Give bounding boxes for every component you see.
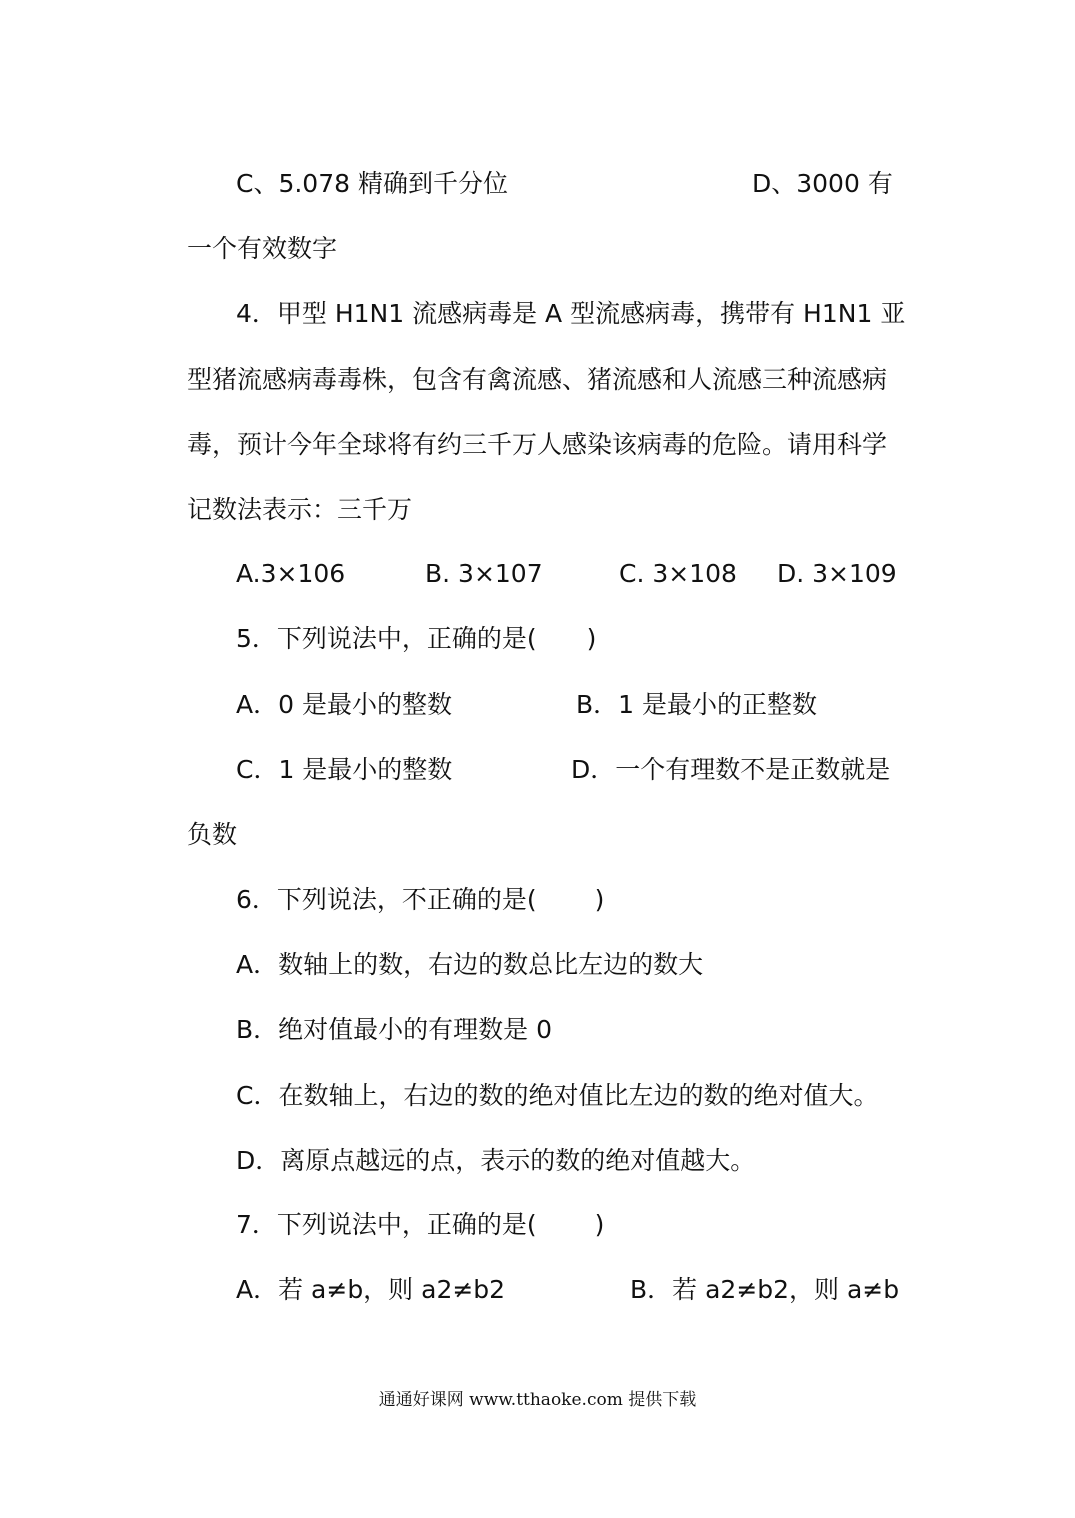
q5-option-d: D．一个有理数不是正数就是 (571, 755, 891, 784)
q5-option-d-continued: 负数 (187, 820, 238, 849)
q5-option-a: A．0 是最小的整数 (236, 690, 452, 719)
q6-stem: 6．下列说法，不正确的是( ) (236, 885, 605, 914)
q4-option-d: D. 3×109 (777, 559, 897, 588)
q3-option-d-continued: 一个有效数字 (187, 234, 338, 263)
q4-line-2: 型猪流感病毒毒株，包含有禽流感、猪流感和人流感三种流感病 (187, 365, 888, 394)
q5-option-b: B．1 是最小的正整数 (576, 690, 818, 719)
q7-option-b: B．若 a2≠b2，则 a≠b (630, 1275, 900, 1304)
page-footer: 通通好课网 www.tthaoke.com 提供下载 (378, 1390, 697, 1410)
q6-option-b: B．绝对值最小的有理数是 0 (236, 1015, 553, 1044)
q6-option-c: C．在数轴上，右边的数的绝对值比左边的数的绝对值大。 (236, 1081, 879, 1110)
q3-option-d: D、3000 有 (752, 169, 893, 198)
q6-option-a: A．数轴上的数，右边的数总比左边的数大 (236, 950, 704, 979)
q3-option-c: C、5.078 精确到千分位 (236, 169, 508, 198)
q5-option-c: C．1 是最小的整数 (236, 755, 453, 784)
q4-line-4: 记数法表示：三千万 (187, 495, 413, 524)
q7-option-a: A．若 a≠b，则 a2≠b2 (236, 1275, 506, 1304)
q7-stem: 7．下列说法中，正确的是( ) (236, 1210, 605, 1239)
q4-option-b: B. 3×107 (425, 559, 543, 588)
q4-option-a: A.3×106 (236, 559, 346, 588)
q4-line-3: 毒，预计今年全球将有约三千万人感染该病毒的危险。请用科学 (187, 430, 888, 459)
q4-option-c: C. 3×108 (619, 559, 737, 588)
q5-stem: 5．下列说法中，正确的是( ) (236, 624, 597, 653)
q4-line-1: 4．甲型 H1N1 流感病毒是 A 型流感病毒，携带有 H1N1 亚 (236, 299, 906, 328)
q6-option-d: D．离原点越远的点，表示的数的绝对值越大。 (236, 1146, 756, 1175)
